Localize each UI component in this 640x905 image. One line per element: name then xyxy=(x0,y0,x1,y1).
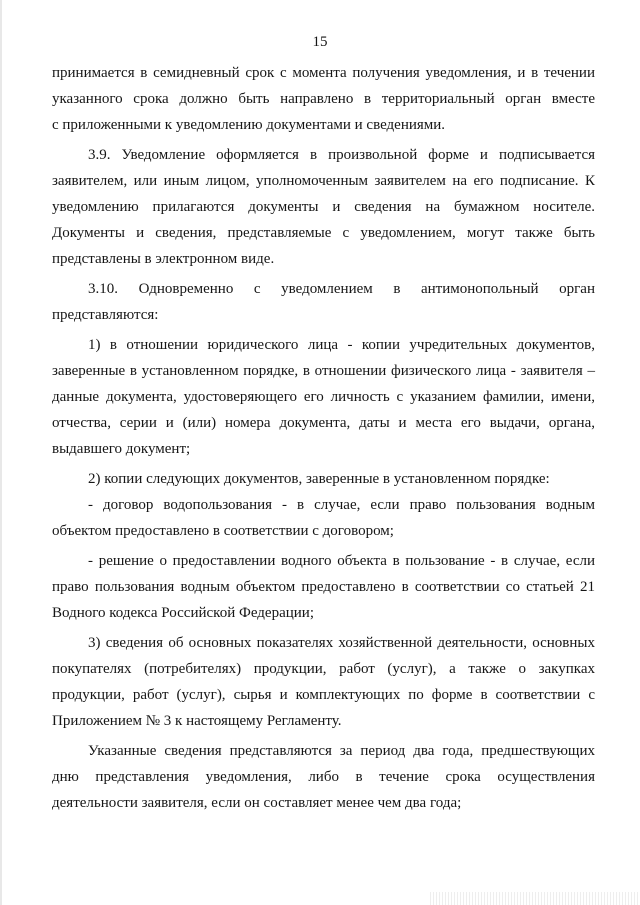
text-line: представлены в электронном виде. xyxy=(52,251,275,267)
text-line: покупателях (потребителях) продукции, работ (услуг), а также о закупках xyxy=(52,661,595,677)
paragraph-3-10 xyxy=(52,276,595,328)
text-line: с приложенными к уведомлению документами и сведениями. xyxy=(52,117,446,133)
dash-item-water-object-decision xyxy=(52,548,595,626)
text-line: заявителем, или иным лицом, уполномоченным заявителем на его подписание. К xyxy=(52,173,595,189)
text-line: право пользования водным объектом предоставлено в соответствии со статьей 21 xyxy=(52,579,595,595)
list-item-2 xyxy=(52,466,595,492)
text-line: 3) сведения об основных показателях хозяйственной деятельности, основных xyxy=(88,635,595,651)
text-line: 1) в отношении юридического лица - копии учредительных документов, xyxy=(88,337,595,353)
scan-edge xyxy=(0,0,2,905)
scan-artifact xyxy=(430,892,640,905)
text-line: - решение о предоставлении водного объекта в пользование - в случае, если xyxy=(88,553,595,569)
text-line: объектом предоставлено в соответствии с договором; xyxy=(52,523,394,539)
text-line: Указанные сведения представляются за период два года, предшествующих xyxy=(88,743,595,759)
list-item-1 xyxy=(52,332,595,462)
text-line: 2) копии следующих документов, заверенные в установленном порядке: xyxy=(88,471,550,487)
text-line: Документы и сведения, представляемые с уведомлением, могут также быть xyxy=(52,225,595,241)
text-line: дню представления уведомления, либо в течение срока осуществления xyxy=(52,769,595,785)
text-line: 3.9. Уведомление оформляется в произвольной форме и подписывается xyxy=(88,147,595,163)
text-line: Приложением № 3 к настоящему Регламенту. xyxy=(52,713,342,729)
list-item-3 xyxy=(52,630,595,734)
text-line: продукции, работ (услуг), сырья и комплектующих по форме в соответствии с xyxy=(52,687,595,703)
text-line: 3.10. Одновременно с уведомлением в антимонопольный орган xyxy=(88,281,595,297)
text-line: представляются: xyxy=(52,307,159,323)
text-line: принимается в семидневный срок с момента получения уведомления, и в течении xyxy=(52,65,595,81)
text-line: указанного срока должно быть направлено в территориальный орган вместе xyxy=(52,91,595,107)
page-number: 15 xyxy=(312,34,328,50)
document-body xyxy=(52,60,595,816)
text-line: - договор водопользования - в случае, если право пользования водным xyxy=(88,497,595,513)
text-line: отчества, серии и (или) номера документа, даты и места его выдачи, органа, xyxy=(52,415,595,431)
text-line: выдавшего документ; xyxy=(52,441,191,457)
text-line: деятельности заявителя, если он составляет менее чем два года; xyxy=(52,795,462,811)
text-line: уведомлению прилагаются документы и сведения на бумажном носителе. xyxy=(52,199,595,215)
dash-item-water-use-agreement xyxy=(52,492,595,544)
paragraph-continuation xyxy=(52,60,595,138)
text-line: Водного кодекса Российской Федерации; xyxy=(52,605,314,621)
text-line: данные документа, удостоверяющего его личность с указанием фамилии, имени, xyxy=(52,389,595,405)
paragraph-period-note xyxy=(52,738,595,816)
paragraph-3-9 xyxy=(52,142,595,272)
text-line: заверенные в установленном порядке, в отношении физического лица - заявителя – xyxy=(52,363,595,379)
